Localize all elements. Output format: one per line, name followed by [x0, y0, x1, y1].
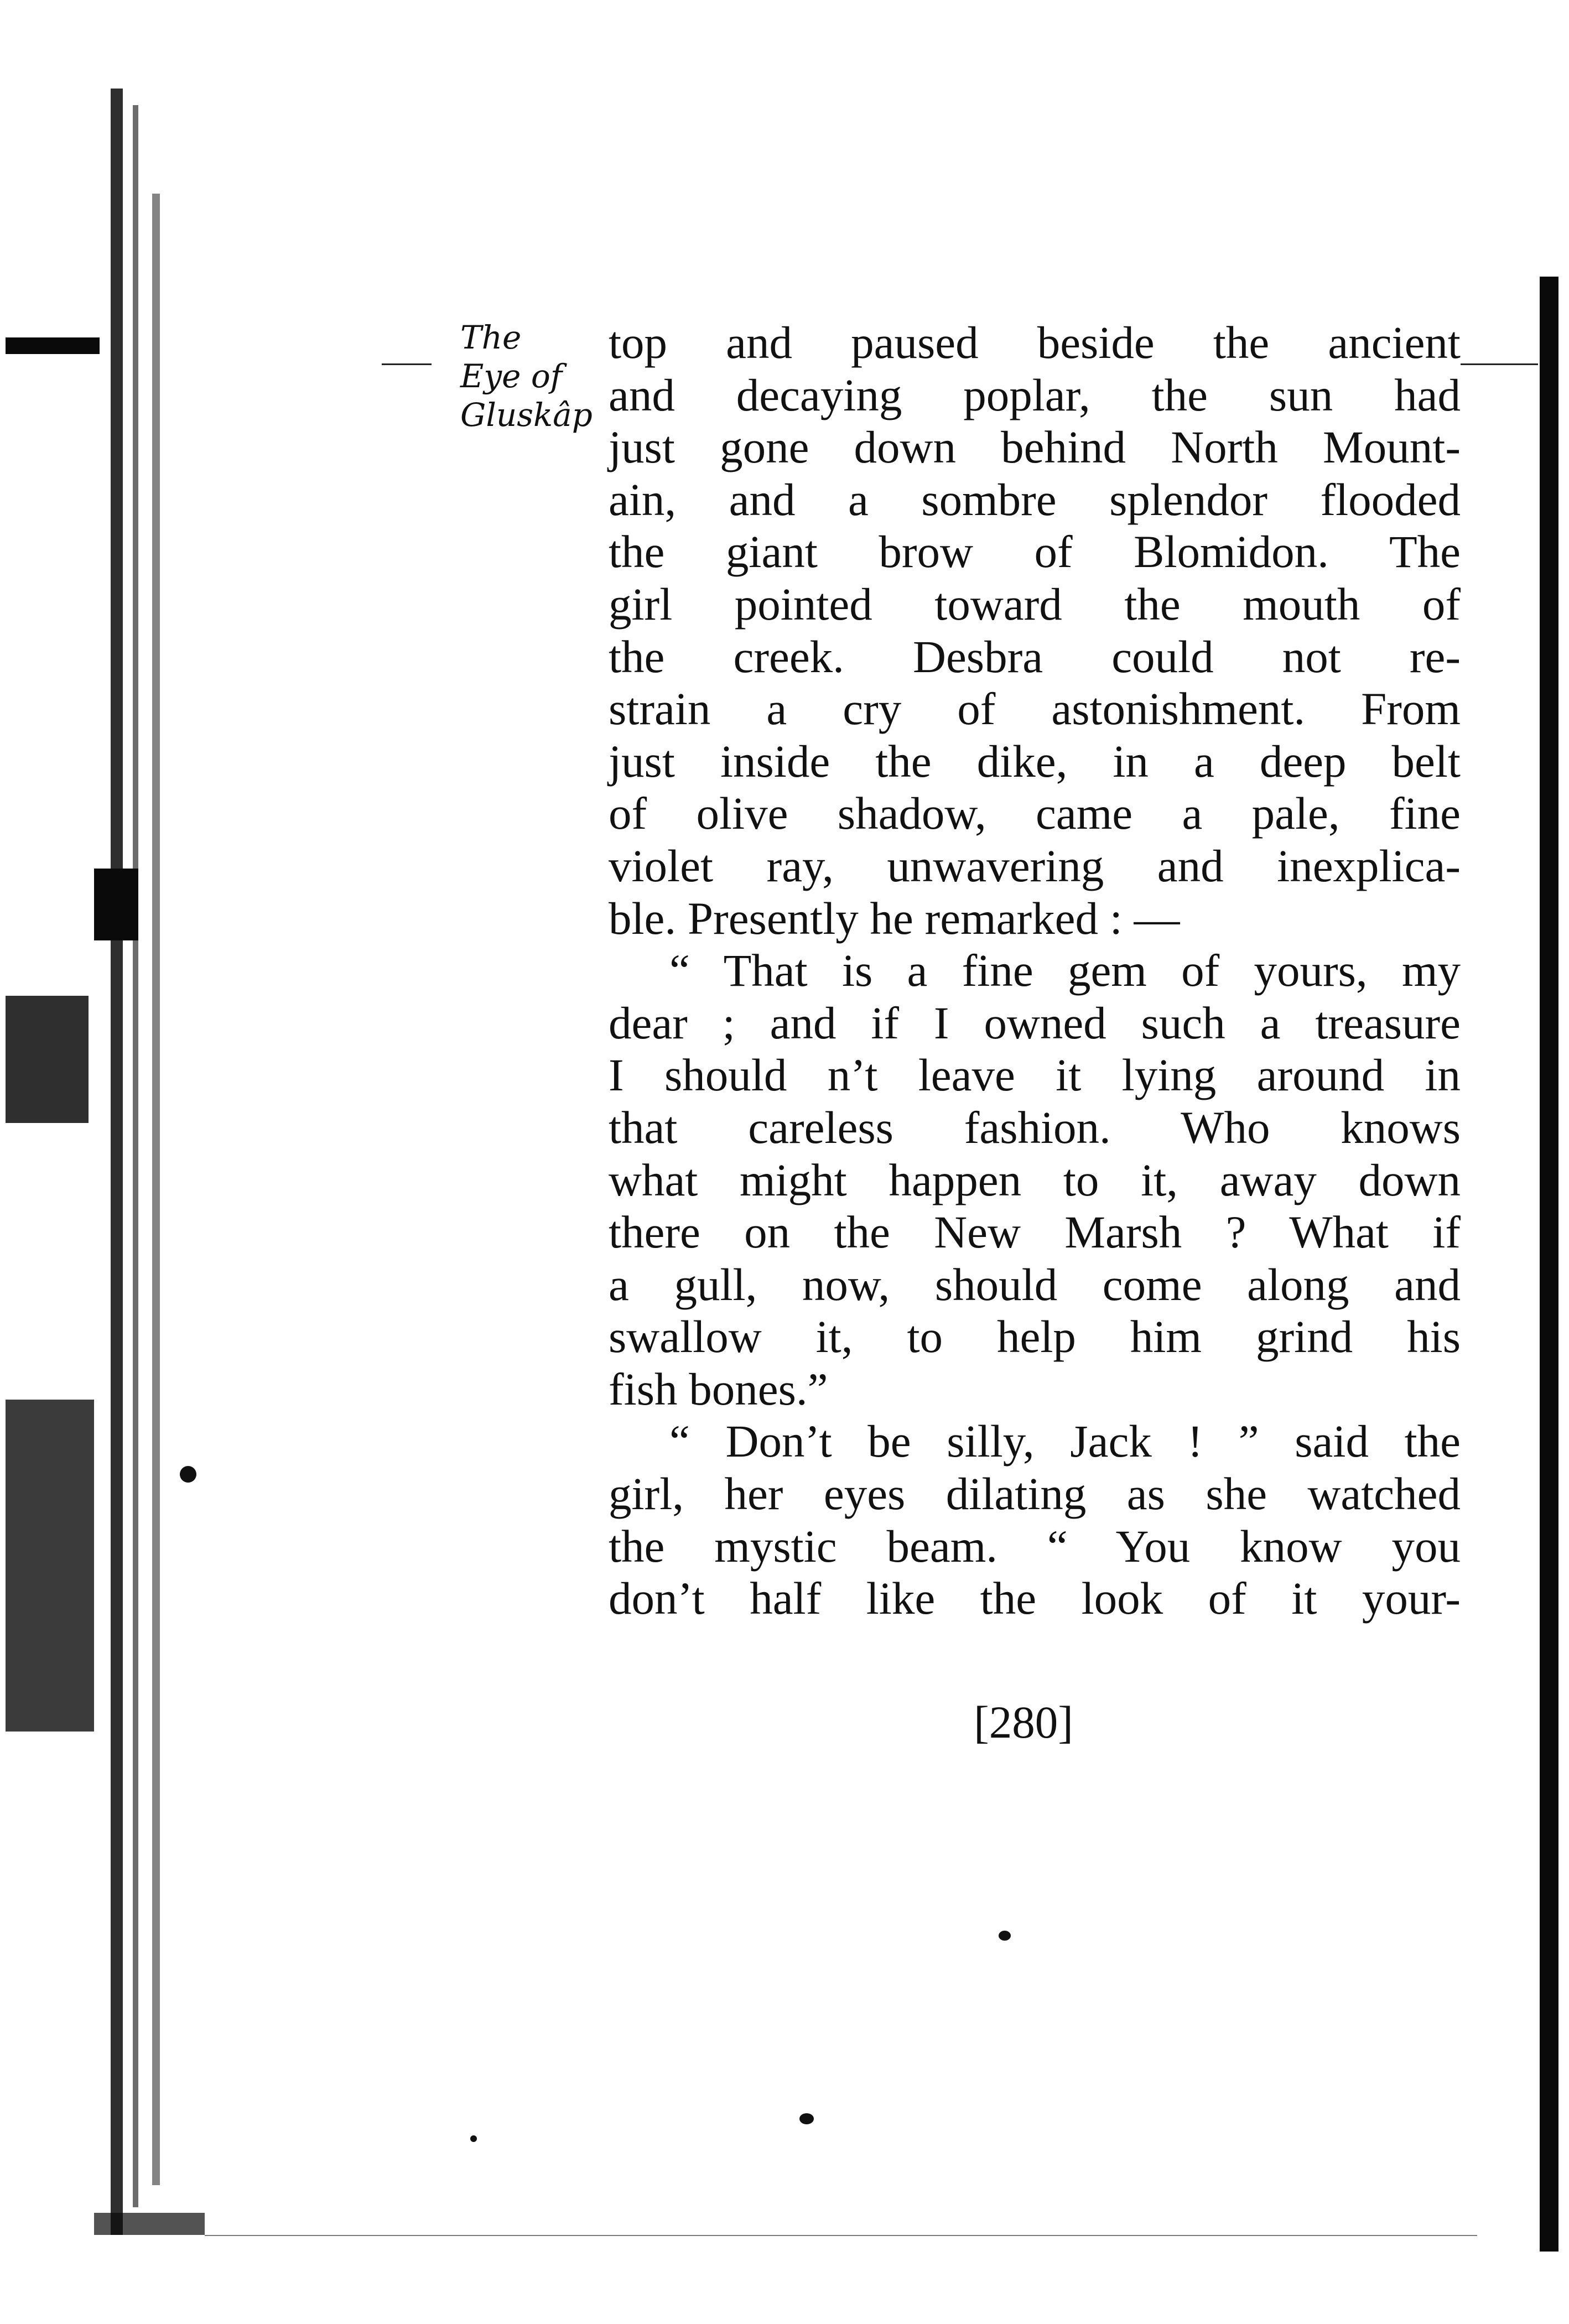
- text-line: just gone down behind North Mount-: [609, 422, 1461, 473]
- running-head-line: Gluskâp: [460, 396, 593, 434]
- text-line: violet ray, unwavering and inexplica-: [609, 840, 1461, 891]
- text-line: of olive shadow, came a pale, fine: [609, 788, 1461, 839]
- bottom-scan-line: [205, 2235, 1477, 2236]
- text-line: ain, and a sombre splendor flooded: [609, 474, 1461, 525]
- text-line: I should n’t leave it lying around in: [609, 1049, 1461, 1101]
- text-line: strain a cry of astonishment. From: [609, 683, 1461, 735]
- text-line: girl pointed toward the mouth of: [609, 578, 1461, 630]
- text-line: the creek. Desbra could not re-: [609, 631, 1461, 682]
- page-number: [280]: [974, 1697, 1073, 1748]
- page-edge-bar: [1540, 277, 1558, 2252]
- text-line: “ Don’t be silly, Jack ! ” said the: [669, 1416, 1461, 1467]
- text-line: swallow it, to help him grind his: [609, 1311, 1461, 1363]
- text-line: just inside the dike, in a deep belt: [609, 735, 1461, 787]
- ink-speck: [180, 1466, 196, 1483]
- text-line: the mystic beam. “ You know you: [609, 1520, 1461, 1572]
- margin-rule-right: [1461, 363, 1538, 365]
- ink-speck: [999, 1931, 1011, 1941]
- text-line: girl, her eyes dilating as she watched: [609, 1468, 1461, 1520]
- text-line: there on the New Marsh ? What if: [609, 1207, 1461, 1258]
- binding-gutter-artifact: [100, 83, 205, 2240]
- text-line: that careless fashion. Who knows: [609, 1101, 1461, 1153]
- text-line: top and paused beside the ancient: [609, 317, 1461, 368]
- running-head: [460, 318, 604, 434]
- ink-speck: [470, 2135, 477, 2142]
- text-line: dear ; and if I owned such a treasure: [609, 997, 1461, 1048]
- text-line: don’t half like the look of it your-: [609, 1573, 1461, 1624]
- text-line: the giant brow of Blomidon. The: [609, 526, 1461, 578]
- ink-speck: [799, 2113, 814, 2124]
- text-line: ble. Presently he remarked : —: [609, 892, 1180, 944]
- text-line: “ That is a fine gem of yours, my: [669, 945, 1461, 996]
- text-line: a gull, now, should come along and: [609, 1259, 1461, 1310]
- running-head-line: The: [460, 319, 522, 356]
- text-line: and decaying poplar, the sun had: [609, 369, 1461, 420]
- running-head-line: Eye of: [460, 357, 563, 395]
- text-line: what might happen to it, away down: [609, 1154, 1461, 1205]
- text-line: fish bones.”: [609, 1363, 828, 1415]
- body-text: [609, 316, 1461, 1625]
- margin-rule-left: [382, 363, 432, 365]
